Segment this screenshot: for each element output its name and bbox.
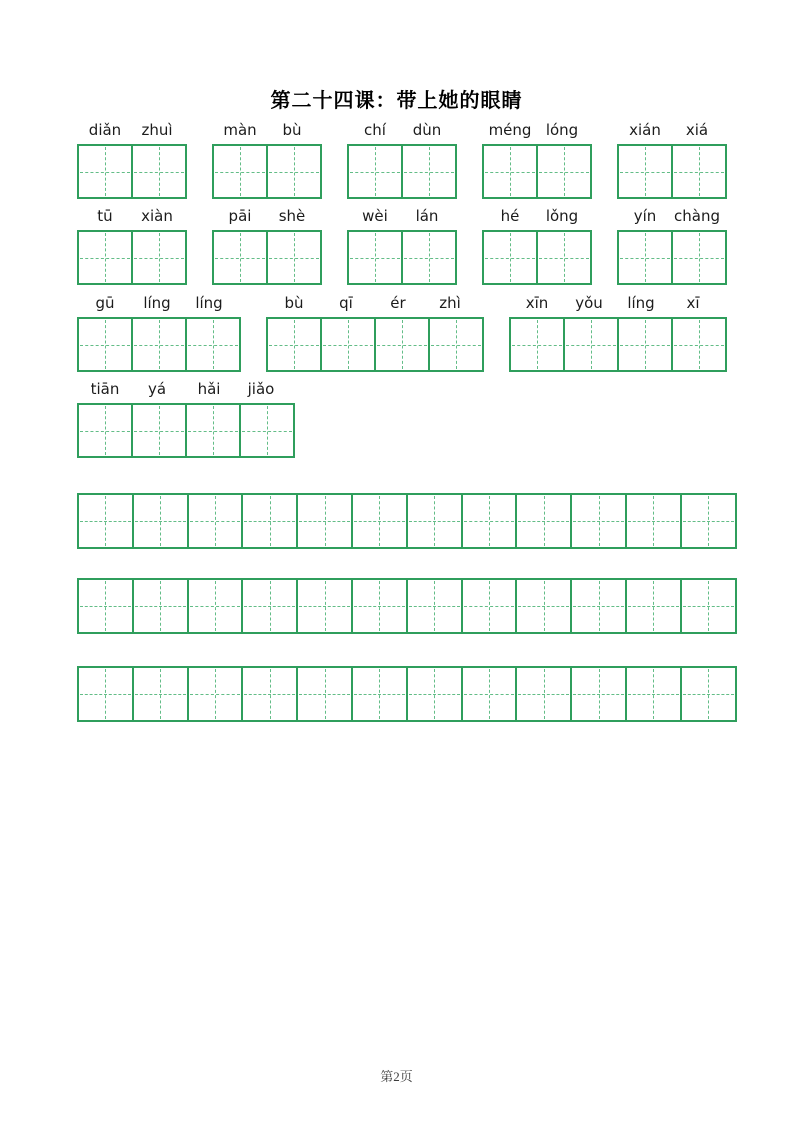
practice-cell: [132, 668, 187, 720]
pinyin-syllable: tiān: [90, 380, 120, 398]
grid-cell: [401, 146, 455, 197]
practice-grid-row: [77, 493, 737, 549]
practice-cell: [680, 668, 735, 720]
pinyin-syllable: lóng: [545, 121, 579, 139]
writing-grid: [77, 317, 241, 372]
pinyin-syllable: hǎi: [197, 380, 221, 398]
writing-grid: [347, 230, 457, 285]
practice-cell: [515, 668, 570, 720]
word-group: [509, 293, 727, 372]
practice-cell: [680, 580, 735, 632]
writing-grid: [212, 144, 322, 199]
practice-cell: [406, 495, 461, 547]
word-group: [617, 120, 727, 199]
grid-cell: [671, 319, 725, 370]
writing-grid: [77, 230, 187, 285]
page-number: 第2页: [380, 1069, 413, 1084]
pinyin-line: [617, 206, 727, 226]
pinyin-line: [509, 293, 727, 313]
grid-cell: [619, 146, 671, 197]
pinyin-syllable: gū: [95, 294, 115, 312]
pinyin-syllable: dùn: [412, 121, 442, 139]
grid-cell: [536, 146, 590, 197]
grid-cell: [671, 232, 725, 283]
practice-cell: [515, 580, 570, 632]
practice-cell: [241, 580, 296, 632]
practice-cell: [406, 668, 461, 720]
pinyin-syllable: xīn: [525, 294, 549, 312]
pinyin-syllable: xī: [686, 294, 700, 312]
practice-cell: [187, 580, 242, 632]
word-group: [77, 206, 187, 285]
grid-cell: [79, 146, 131, 197]
word-group: [212, 206, 322, 285]
practice-cell: [680, 495, 735, 547]
pinyin-line: [212, 120, 322, 140]
pinyin-syllable: zhì: [439, 294, 461, 312]
word-group: [77, 379, 295, 458]
pinyin-syllable: diǎn: [88, 121, 122, 139]
practice-cell: [241, 668, 296, 720]
pinyin-line: [347, 206, 457, 226]
grid-cell: [619, 232, 671, 283]
practice-cell: [570, 580, 625, 632]
grid-cell: [239, 405, 293, 456]
practice-cell: [625, 580, 680, 632]
practice-cell: [132, 580, 187, 632]
writing-grid: [77, 666, 737, 722]
pinyin-syllable: pāi: [228, 207, 252, 225]
grid-cell: [320, 319, 374, 370]
practice-grid-row: [77, 578, 737, 634]
word-group: [482, 120, 592, 199]
lesson-title: 第二十四课：带上她的眼睛: [270, 90, 523, 112]
pinyin-syllable: xiàn: [141, 207, 173, 225]
practice-grid-row: [77, 666, 737, 722]
grid-cell: [428, 319, 482, 370]
grid-cell: [349, 146, 401, 197]
grid-cell: [131, 405, 185, 456]
pinyin-syllable: méng: [488, 121, 532, 139]
grid-cell: [536, 232, 590, 283]
grid-cell: [511, 319, 563, 370]
pinyin-line: [266, 293, 484, 313]
word-group: [482, 206, 592, 285]
pinyin-syllable: qī: [339, 294, 353, 312]
practice-cell: [241, 495, 296, 547]
pinyin-word-row: [77, 206, 727, 285]
pinyin-syllable: lǒng: [545, 207, 579, 225]
practice-cell: [406, 580, 461, 632]
practice-cell: [351, 668, 406, 720]
word-group: [347, 120, 457, 199]
grid-cell: [617, 319, 671, 370]
pinyin-line: [77, 206, 187, 226]
grid-cell: [185, 319, 239, 370]
practice-cell: [79, 580, 132, 632]
practice-cell: [187, 668, 242, 720]
pinyin-line: [77, 120, 187, 140]
grid-cell: [131, 319, 185, 370]
practice-cell: [570, 495, 625, 547]
grid-cell: [268, 319, 320, 370]
pinyin-syllable: líng: [627, 294, 655, 312]
grid-cell: [484, 232, 536, 283]
pinyin-syllable: yá: [147, 380, 167, 398]
pinyin-syllable: bù: [282, 121, 302, 139]
grid-cell: [79, 319, 131, 370]
practice-cell: [132, 495, 187, 547]
writing-grid: [347, 144, 457, 199]
grid-cell: [266, 146, 320, 197]
grid-cell: [214, 232, 266, 283]
practice-cell: [351, 495, 406, 547]
pinyin-syllable: shè: [278, 207, 306, 225]
pinyin-syllable: lán: [415, 207, 439, 225]
grid-cell: [266, 232, 320, 283]
word-group: [212, 120, 322, 199]
pinyin-syllable: zhuì: [141, 121, 173, 139]
writing-grid: [266, 317, 484, 372]
pinyin-syllable: yín: [633, 207, 657, 225]
pinyin-line: [212, 206, 322, 226]
writing-grid: [617, 230, 727, 285]
grid-cell: [131, 232, 185, 283]
writing-grid: [77, 578, 737, 634]
practice-cell: [461, 580, 516, 632]
pinyin-syllable: xiá: [685, 121, 709, 139]
pinyin-syllable: yǒu: [575, 294, 603, 312]
pinyin-word-row: [77, 120, 727, 199]
writing-grid: [77, 403, 295, 458]
word-group: [77, 120, 187, 199]
practice-cell: [351, 580, 406, 632]
grid-cell: [484, 146, 536, 197]
writing-grid: [617, 144, 727, 199]
grid-cell: [79, 405, 131, 456]
pinyin-line: [617, 120, 727, 140]
pinyin-syllable: chàng: [674, 207, 720, 225]
practice-cell: [625, 495, 680, 547]
word-group: [347, 206, 457, 285]
writing-grid: [482, 230, 592, 285]
pinyin-word-row: [77, 379, 295, 458]
grid-cell: [374, 319, 428, 370]
pinyin-syllable: chí: [364, 121, 386, 139]
grid-cell: [563, 319, 617, 370]
practice-cell: [296, 495, 351, 547]
pinyin-syllable: xián: [629, 121, 661, 139]
word-group: [266, 293, 484, 372]
practice-cell: [79, 495, 132, 547]
pinyin-word-row: [77, 293, 727, 372]
pinyin-syllable: wèi: [362, 207, 388, 225]
grid-cell: [79, 232, 131, 283]
practice-cell: [187, 495, 242, 547]
writing-grid: [77, 493, 737, 549]
word-group: [77, 293, 241, 372]
pinyin-syllable: líng: [143, 294, 171, 312]
pinyin-syllable: tū: [97, 207, 113, 225]
practice-cell: [296, 668, 351, 720]
grid-cell: [671, 146, 725, 197]
practice-cell: [515, 495, 570, 547]
practice-cell: [570, 668, 625, 720]
writing-grid: [77, 144, 187, 199]
grid-cell: [131, 146, 185, 197]
pinyin-syllable: màn: [223, 121, 257, 139]
practice-cell: [625, 668, 680, 720]
writing-grid: [509, 317, 727, 372]
practice-cell: [79, 668, 132, 720]
grid-cell: [349, 232, 401, 283]
writing-grid: [482, 144, 592, 199]
grid-cell: [401, 232, 455, 283]
pinyin-line: [77, 293, 241, 313]
practice-cell: [296, 580, 351, 632]
pinyin-line: [347, 120, 457, 140]
pinyin-syllable: hé: [500, 207, 520, 225]
writing-grid: [212, 230, 322, 285]
pinyin-syllable: líng: [195, 294, 223, 312]
grid-cell: [214, 146, 266, 197]
pinyin-syllable: jiǎo: [247, 380, 275, 398]
word-group: [617, 206, 727, 285]
pinyin-line: [482, 120, 592, 140]
pinyin-line: [482, 206, 592, 226]
pinyin-line: [77, 379, 295, 399]
grid-cell: [185, 405, 239, 456]
pinyin-syllable: bù: [284, 294, 304, 312]
pinyin-syllable: ér: [390, 294, 406, 312]
practice-cell: [461, 495, 516, 547]
practice-cell: [461, 668, 516, 720]
